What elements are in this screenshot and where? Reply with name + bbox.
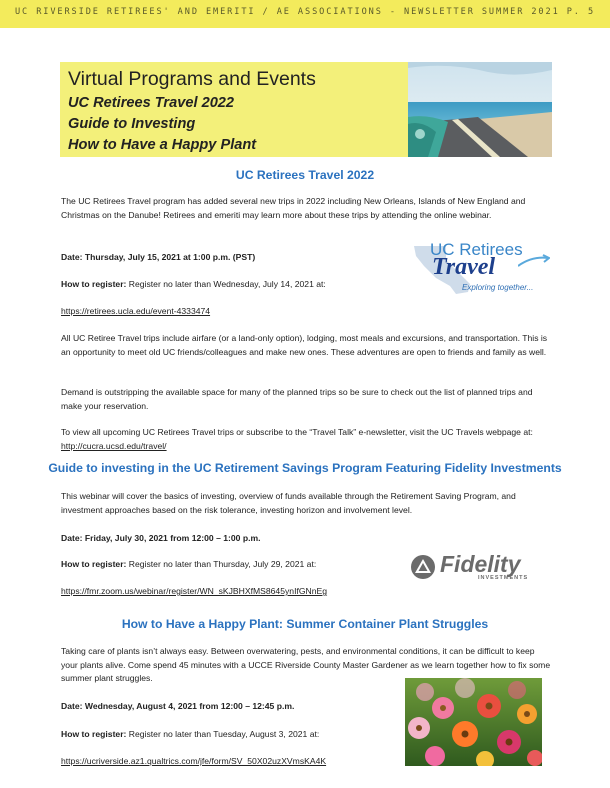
travel-logo-line1: UC Retirees (430, 240, 523, 259)
plant-date (61, 700, 401, 714)
newsletter-header-text: UC RIVERSIDE RETIREES' AND EMERITI / AE ASSOCIATIONS - NEWSLETTER SUMMER 2021 P. 5 (14, 7, 596, 17)
travel-date (61, 251, 401, 265)
investing-date-label: Date: Friday, July 30, 2021 from 12:00 – 1:00 p.m. (61, 533, 261, 543)
travel-register-label: How to register: (61, 279, 127, 289)
travel-subscribe-text: To view all upcoming UC Retirees Travel trips or subscribe to the “Travel Talk” e-newsletter, visit the UC Travels webpage at: (61, 427, 533, 437)
hero-banner (60, 62, 552, 157)
plant-heading: How to Have a Happy Plant: Summer Container Plant Struggles (121, 617, 489, 631)
travel-logo-tagline: Exploring together... (462, 283, 534, 292)
hero-road-photo (408, 62, 552, 157)
travel-webpage-link[interactable]: http://cucra.ucsd.edu/travel/ (61, 440, 167, 451)
plant-register (61, 728, 401, 742)
travel-body-subscribe (61, 426, 551, 453)
plant-date-label: Date: Wednesday, August 4, 2021 from 12:00 – 12:45 p.m. (61, 701, 295, 711)
plant-register-label: How to register: (61, 729, 127, 739)
investing-intro: This webinar will cover the basics of investing, overview of funds available through the Retirement Saving Program, and investment approaches based on the risk tolerance, investing horizon and involvement level. (61, 491, 516, 515)
travel-heading: UC Retirees Travel 2022 (235, 168, 375, 182)
uc-retirees-travel-logo (410, 238, 552, 296)
plant-register-text: Register no later than Tuesday, August 3, 2021 at: (126, 729, 320, 739)
investing-register (61, 558, 401, 572)
travel-intro: The UC Retirees Travel program has added several new trips in 2022 including New Orleans, Islands of New England and Christmas on the Danube! Retirees and emeriti may learn more about these trips by attending the online webinar. (61, 196, 526, 220)
travel-logo-line2: Travel (432, 254, 496, 280)
travel-register-link[interactable]: https://retirees.ucla.edu/event-4333474 (61, 306, 211, 316)
travel-body-demand: Demand is outstripping the available space for many of the planned trips so be sure to check out the list of planned trips and make your reservation. (61, 387, 533, 411)
investing-register-link[interactable]: https://fmr.zoom.us/webinar/register/WN_sKJBHXfMS8645ynIfGNnEg (61, 586, 328, 596)
investing-register-label: How to register: (61, 559, 127, 569)
hero-title: Virtual Programs and Events (68, 68, 316, 90)
fidelity-pyramid-icon (410, 554, 436, 580)
hero-line-plant: How to Have a Happy Plant (68, 137, 257, 153)
plant-register-link[interactable]: https://ucriverside.az1.qualtrics.com/jfe/form/SV_50X02uzXVmsKA4K (61, 756, 327, 766)
hero-text-panel (60, 62, 408, 157)
arrow-swoosh-icon (518, 254, 550, 268)
investing-register-text: Register no later than Thursday, July 29, 2021 at: (126, 559, 317, 569)
plant-intro: Taking care of plants isn’t always easy. Between overwatering, pests, and environmental conditions, it can be difficult to keep your plants alive. Come spend 45 minutes with a UCCE Riverside County Master Gardener as we learn together how to fix some summer plant struggles. (61, 646, 551, 683)
fidelity-logo-name: Fidelity (440, 551, 521, 577)
investing-heading: Guide to investing in the UC Retirement Savings Program Featuring Fidelity Investments (48, 461, 562, 475)
hero-line-investing: Guide to Investing (68, 116, 196, 132)
travel-register-text: Register no later than Wednesday, July 14, 2021 at: (126, 279, 326, 289)
hero-line-travel: UC Retirees Travel 2022 (68, 95, 235, 111)
travel-body-trips: All UC Retiree Travel trips include airfare (or a land-only option), lodging, most meals and excursions, and transportation. This is an opportunity to meet old UC friends/colleagues and make new ones. These adventures are open to friends and family as well. (61, 333, 548, 357)
travel-register (61, 278, 401, 292)
investing-date (61, 532, 401, 546)
fidelity-logo (410, 553, 542, 583)
fidelity-logo-sub: INVESTMENTS (478, 575, 529, 581)
travel-date-label: Date: Thursday, July 15, 2021 at 1:00 p.m. (PST) (61, 252, 256, 262)
zinnia-flowers-photo (405, 678, 542, 766)
newsletter-header-bar (0, 0, 610, 28)
